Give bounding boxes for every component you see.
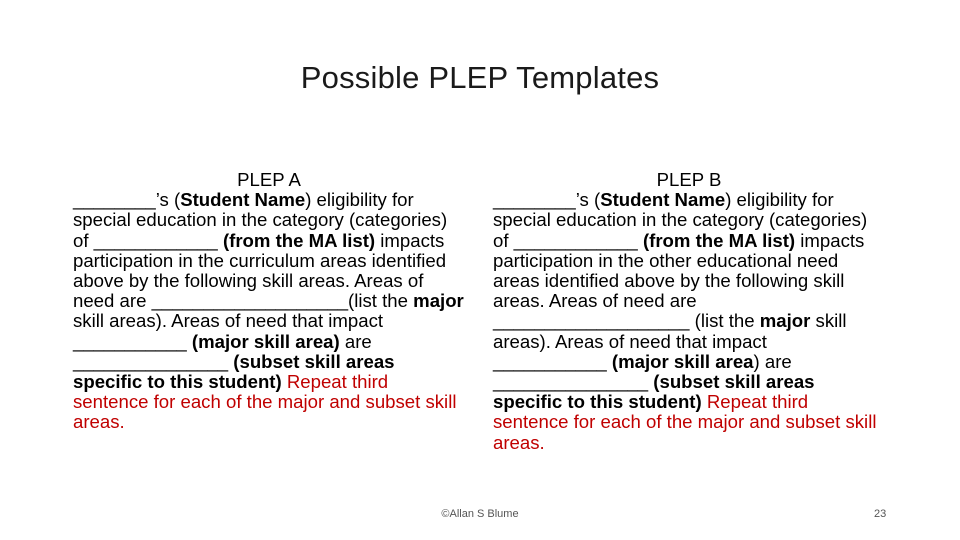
plep-a-text-5: are _______________ <box>73 330 372 372</box>
plep-b-text-5: ) are _______________ <box>493 350 792 393</box>
plep-b-text-3: impacts participation in the other educational need areas identified above by the following skill areas. Areas of need are ___________________ (list the <box>493 229 865 332</box>
page-number: 23 <box>874 508 887 520</box>
plep-a-bold-1: Student Name <box>180 189 306 211</box>
plep-b-instruction: Repeat third sentence for each of the major and subset skill areas. <box>493 391 877 453</box>
plep-a-text-1: ________’s ( <box>73 189 181 211</box>
plep-b-text-4: skill areas). Areas of need that impact ___________ <box>493 310 847 372</box>
plep-a-bold-5: (subset skill areas specific to this student) <box>73 350 395 393</box>
plep-a-text-3: impacts participation in the curriculum areas identified above by the following skill areas. Areas of need are ___________________(list the <box>73 229 447 312</box>
plep-a-bold-3: major <box>413 290 464 312</box>
plep-b-heading: PLEP B <box>656 169 722 190</box>
plep-a-bold-2: (from the MA list) <box>222 229 376 251</box>
slide-title: Possible PLEP Templates <box>300 60 660 95</box>
plep-a-heading: PLEP A <box>237 169 301 190</box>
footer-copyright: ©Allan S Blume <box>441 508 519 520</box>
plep-a-bold-4: (major skill area) <box>191 330 340 352</box>
plep-b-bold-5: (subset skill areas specific to this student) <box>493 371 815 413</box>
plep-a-template-text <box>73 190 465 432</box>
plep-b-bold-1: Student Name <box>600 189 726 211</box>
plep-b-column <box>493 170 885 453</box>
plep-b-bold-3: major <box>759 310 811 332</box>
plep-b-template-text <box>493 190 885 453</box>
plep-b-bold-2: (from the MA list) <box>642 229 796 251</box>
plep-b-text-1: ________’s ( <box>493 189 601 211</box>
plep-b-bold-4: (major skill area <box>611 350 754 372</box>
plep-a-text-4: skill areas). Areas of need that impact ___________ <box>73 310 384 352</box>
plep-b-text-2: ) eligibility for special education in the category (categories) of ____________ <box>493 189 868 251</box>
plep-a-column <box>73 170 465 433</box>
plep-a-instruction: Repeat third sentence for each of the major and subset skill areas. <box>73 371 457 433</box>
plep-a-text-2: ) eligibility for special education in the category (categories) of ____________ <box>73 189 448 251</box>
